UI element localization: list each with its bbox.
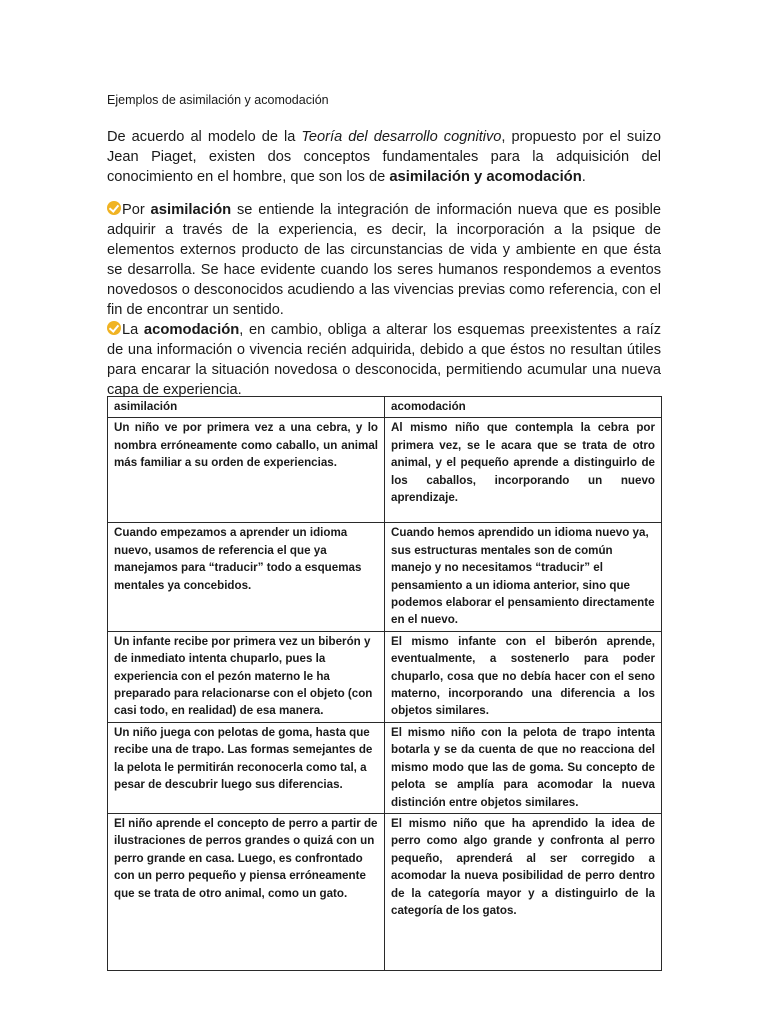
table-row bbox=[108, 722, 662, 813]
asimilacion-lead: Por bbox=[122, 202, 151, 218]
acomodacion-cell: El mismo infante con el biberón aprende, eventualmente, a sostenerlo para poder chuparlo, cosa que no debía hacer con el seno materno, incorporando una diferencia a los objetos similares. bbox=[385, 631, 662, 722]
acomodacion-cell: Al mismo niño que contempla la cebra por primera vez, se le acara que se trata de otro animal, y el pequeño aprende a distinguirlo de los caballos, incorporando un nuevo aprendizaje. bbox=[385, 418, 662, 523]
intro-paragraph bbox=[107, 127, 661, 187]
key-concepts: asimilación y acomodación bbox=[389, 169, 582, 185]
table-row bbox=[108, 631, 662, 722]
asimilacion-paragraph bbox=[107, 200, 661, 320]
acomodacion-term: acomodación bbox=[143, 322, 240, 338]
asimilacion-cell: Cuando empezamos a aprender un idioma nuevo, usamos de referencia el que ya manejamos para “traducir” todo a esquemas mentales ya concebidos. bbox=[108, 523, 385, 631]
intro-text-2: , propuesto por el suizo Jean Piaget, existen dos conceptos fundamentales para la adquisición del conocimiento en el hombre, que son los de bbox=[107, 129, 661, 185]
theory-name: Teoría del desarrollo cognitivo bbox=[301, 129, 502, 145]
intro-text-1: De acuerdo al modelo de la bbox=[107, 129, 302, 145]
acomodacion-paragraph bbox=[107, 320, 661, 400]
header-acomodacion: acomodación bbox=[385, 397, 662, 418]
acomodacion-text: , en cambio, obliga a alterar los esquemas preexistentes a raíz de una información o vivencia recién adquirida, debido a que éstos no resultan útiles para encarar la situación novedosa o desconocida, permitiendo acumular una nueva capa de experiencia. bbox=[107, 322, 661, 398]
asimilacion-cell: Un niño juega con pelotas de goma, hasta que recibe una de trapo. Las formas semejantes de la pelota le permitirán reconocerla como tal, a pesar de descubrir luego sus diferencias. bbox=[108, 722, 385, 813]
table-row bbox=[108, 418, 662, 523]
table-header-row bbox=[108, 397, 662, 418]
check-circle-icon bbox=[107, 201, 121, 215]
acomodacion-cell: Cuando hemos aprendido un idioma nuevo ya, sus estructuras mentales son de común manejo y no necesitamos “traducir” el pensamiento a un idioma anterior, sino que podemos elaborar el pensamiento directamente en el nuevo. bbox=[385, 523, 662, 631]
intro-text-3: . bbox=[581, 169, 586, 185]
asimilacion-cell: Un niño ve por primera vez a una cebra, y lo nombra erróneamente como caballo, un animal más familiar a su orden de experiencias. bbox=[108, 418, 385, 523]
document-heading: Ejemplos de asimilación y acomodación bbox=[107, 93, 329, 107]
acomodacion-cell: El mismo niño con la pelota de trapo intenta botarla y se da cuenta de que no reacciona del mismo modo que las de goma. Su concepto de pelota se amplía para acomodar la nueva distinción entre objetos similares. bbox=[385, 722, 662, 813]
acomodacion-cell: El mismo niño que ha aprendido la idea de perro como algo grande y confronta al perro pequeño, aprenderá al ser corregido a acomodar la nueva posibilidad de perro dentro de la categoría mayor y a distinguirlo de la categoría de los gatos. bbox=[385, 813, 662, 970]
table-row bbox=[108, 523, 662, 631]
check-circle-icon bbox=[107, 321, 121, 335]
asimilacion-term: asimilación bbox=[150, 202, 232, 218]
asimilacion-cell: El niño aprende el concepto de perro a partir de ilustraciones de perros grandes o quizá con un perro grande en casa. Luego, es confrontado con un perro pequeño y piensa erróneamente que se trata de otro animal, como un gato. bbox=[108, 813, 385, 970]
examples-table bbox=[107, 396, 662, 971]
asimilacion-text: se entiende la integración de información nueva que es posible adquirir a través de la experiencia, es decir, la incorporación a la psique de elementos externos producto de las circunstancias de vida y ambiente en que ésta se desarrolla. Se hace evidente cuando los seres humanos respondemos a eventos novedosos o desconocidos acudiendo a las vivencias previas como referencia, con el fin de encontrar un sentido. bbox=[107, 202, 662, 318]
asimilacion-cell: Un infante recibe por primera vez un biberón y de inmediato intenta chuparlo, pues la experiencia con el pezón materno le ha preparado para relacionarse con el objeto (con casi todo, en realidad) de esa manera. bbox=[108, 631, 385, 722]
table-row bbox=[108, 813, 662, 970]
acomodacion-lead: La bbox=[122, 322, 144, 338]
header-asimilacion: asimilación bbox=[108, 397, 385, 418]
